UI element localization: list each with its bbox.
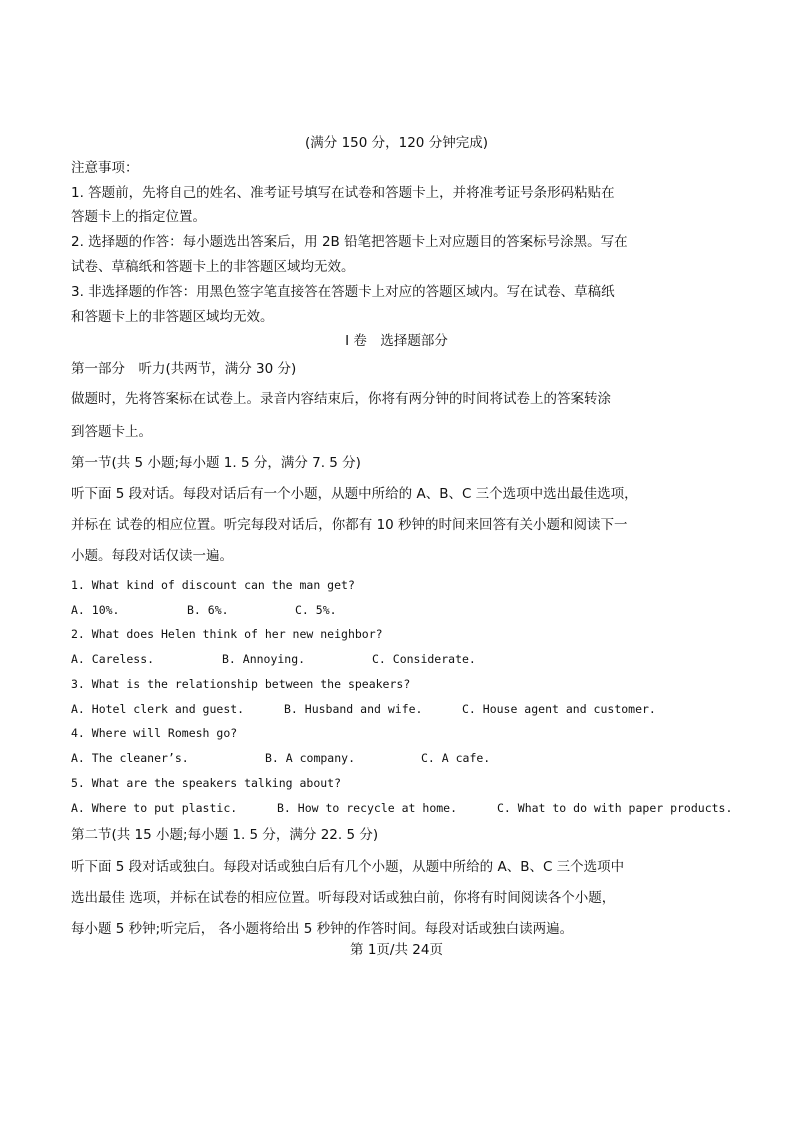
score-time-header: (满分 150 分，120 分钟完成) bbox=[305, 135, 488, 151]
question-4-option-b: B. A company. bbox=[265, 751, 356, 765]
section-1-intro-line-2: 并标在 试卷的相应位置。听完每段对话后，你都有 10 秒钟的时间来回答有关小题和阅读下一 bbox=[71, 517, 628, 533]
page-number: 第 1页/共 24页 bbox=[350, 942, 443, 958]
question-3: 3. What is the relationship between the speakers? bbox=[71, 677, 411, 691]
question-5: 5. What are the speakers talking about? bbox=[71, 776, 342, 790]
question-4: 4. Where will Romesh go? bbox=[71, 726, 238, 740]
section-2-intro-line-3: 每小题 5 秒钟;听完后， 各小题将给出 5 秒钟的作答时间。每段对话或独白读两遍。 bbox=[71, 921, 574, 937]
part-1-intro-line-1: 做题时，先将答案标在试卷上。录音内容结束后，你将有两分钟的时间将试卷上的答案转涂 bbox=[71, 391, 611, 407]
question-3-option-a: A. Hotel clerk and guest. bbox=[71, 702, 245, 716]
question-1-option-a: A. 10%. bbox=[71, 603, 120, 617]
section-1-intro-line-1: 听下面 5 段对话。每段对话后有一个小题，从题中所给的 A、B、C 三个选项中选出最佳选项， bbox=[71, 486, 638, 502]
section-2-title: 第二节(共 15 小题;每小题 1. 5 分，满分 22. 5 分) bbox=[71, 827, 379, 843]
section-2-intro-line-1: 听下面 5 段对话或独白。每段对话或独白后有几个小题，从题中所给的 A、B、C 三个选项中 bbox=[71, 859, 625, 875]
question-5-option-c: C. What to do with paper products. bbox=[497, 801, 733, 815]
question-3-option-b: B. Husband and wife. bbox=[284, 702, 423, 716]
question-2-option-c: C. Considerate. bbox=[372, 652, 476, 666]
question-2-option-a: A. Careless. bbox=[71, 652, 155, 666]
notice-item-3-line-2: 和答题卡上的非答题区域均无效。 bbox=[71, 309, 274, 325]
notice-title: 注意事项： bbox=[71, 160, 139, 176]
question-2: 2. What does Helen think of her new neighbor? bbox=[71, 627, 383, 641]
question-1-option-c: C. 5%. bbox=[295, 603, 337, 617]
section-2-intro-line-2: 选出最佳 选项，并标在试卷的相应位置。听每段对话或独白前，你将有时间阅读各个小题， bbox=[71, 890, 616, 906]
section-1-title: 第一节(共 5 小题;每小题 1. 5 分，满分 7. 5 分) bbox=[71, 455, 361, 471]
notice-item-3-line-1: 3. 非选择题的作答：用黑色签字笔直接答在答题卡上对应的答题区域内。写在试卷、草稿纸 bbox=[71, 284, 615, 300]
question-5-option-a: A. Where to put plastic. bbox=[71, 801, 238, 815]
question-1: 1. What kind of discount can the man get? bbox=[71, 578, 355, 592]
notice-item-1-line-1: 1. 答题前，先将自己的姓名、准考证号填写在试卷和答题卡上，并将准考证号条形码粘贴在 bbox=[71, 185, 615, 201]
question-2-option-b: B. Annoying. bbox=[222, 652, 306, 666]
question-4-option-a: A. The cleaner’s. bbox=[71, 751, 189, 765]
notice-item-2-line-1: 2. 选择题的作答：每小题选出答案后，用 2B 铅笔把答题卡上对应题目的答案标号涂黑。写在 bbox=[71, 234, 628, 250]
question-3-option-c: C. House agent and customer. bbox=[462, 702, 656, 716]
question-1-option-b: B. 6%. bbox=[187, 603, 229, 617]
notice-item-1-line-2: 答题卡上的指定位置。 bbox=[71, 209, 206, 225]
question-5-option-b: B. How to recycle at home. bbox=[277, 801, 458, 815]
notice-item-2-line-2: 试卷、草稿纸和答题卡上的非答题区域均无效。 bbox=[71, 259, 355, 275]
part-1-title: 第一部分 听力(共两节，满分 30 分) bbox=[71, 361, 297, 377]
question-4-option-c: C. A cafe. bbox=[421, 751, 491, 765]
part-1-intro-line-2: 到答题卡上。 bbox=[71, 424, 152, 440]
section-1-intro-line-3: 小题。每段对话仅读一遍。 bbox=[71, 548, 233, 564]
volume-title: I 卷 选择题部分 bbox=[345, 333, 448, 349]
